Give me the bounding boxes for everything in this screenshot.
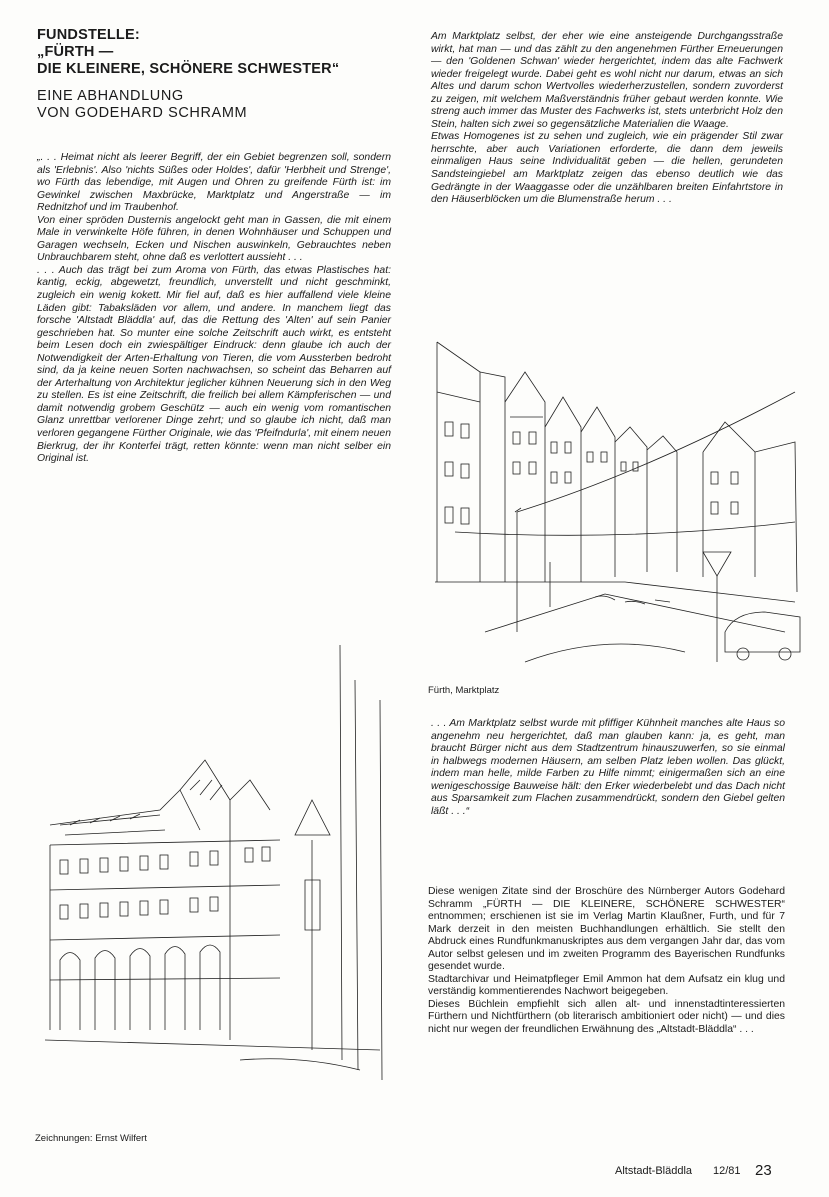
paragraph: . . . Am Marktplatz selbst wurde mit pfiffiger Kühnheit manches alte Haus so angenehm neu hergerichtet, daß man glauben kann: ja, es geht, man braucht Bürger nicht aus dem Stadtzentrum hinauszuwerfen, so sie einmal in halbwegs modernen Häusern, am selben Platz leben wollen. Das glückt, indem man helle, milde Farben zu Hilfe nimmt; einigermaßen sich an eine wenigeschossige Bauweise hält: den Erker wiederbelebt und das Dach nicht aus Sparsamkeit zum Flachen zusammendrückt, sondern den Giebel gelten läßt . . .“ [431,718,785,817]
subtitle-line: VON GODEHARD SCHRAMM [37,105,248,121]
paragraph: Etwas Homogenes ist zu sehen und zugleich, wie ein prägender Stil zwar herrschte, aber auch Variationen erforderte, die dann dem jeweils einmaligen Haus seine Individualität geben — die hellen, gerundeten Sandsteingiebel am Marktplatz zeigen das ebenso deutlich wie das Gedrängte in der Waaggasse oder die unzählbaren breiten Einfahrtstore in den Häuserblöcken um die Blumenstraße herum . . . [431,131,783,206]
paragraph: . . . Auch das trägt bei zum Aroma von Fürth, das etwas Plastisches hat: kantig, eckig, abgewetzt, freundlich, unverstellt und nicht geschminkt, zugleich ein wenig kokett. Mir fiel auf, daß es hier auffallend viele kleine Läden gibt: Tabaksläden vor allem, und andere. In manchem liegt das forsche 'Altstadt Bläddla' auf, das die Rettung des 'Alten' auf sein Panier geschrieben hat. So munter eine solche Zeitschrift auch wirkt, es entsteht beim Lesen doch ein zwiespältiger Eindruck: denn glaube ich auch der Notwendigkeit der Arten-Erhaltung von Tieren, die vom Aussterben bedroht sind, da ja keine neuen Sorten nachwachsen, so scheint das Beharren auf der Arterhaltung von Architektur jeglicher kühnen Neuerung sich in den Weg zu stellen. Es ist eine Zeitschrift, die freilich bei allem Kämpferischen — und damit notwendig grobem Geschütz — auch ein wenig vom romantischen Glanz unrettbar verlorener Dinge zehrt; und so glaube ich nicht, daß man verloren gegangene Fürther Originale, wie das 'Pfeifndurla', mit einem neuen Bierkrug, der ihr Konterfei trägt, retten könnte: wenn man nicht selber ein Original ist. [37,264,391,465]
paragraph: Diese wenigen Zitate sind der Broschüre des Nürnberger Autors Godehard Schramm „FÜRTH — DIE KLEINERE, SCHÖNERE SCHWESTER“ entnommen; erschienen ist sie im Verlag Martin Klaußner, Furth, und für 7 Mark derzeit in den meisten Buchhandlungen erhältlich. Sie stellt den Abdruck eines Rundfunkmanuskriptes aus dem vergangen Jahr dar, das vom Autor selbst gelesen und im zweiten Programm des Bayerischen Rundfunks gesendet wurde. [428,886,785,973]
right-column-quote [431,718,785,818]
title-line: „FÜRTH — [37,44,114,60]
footer-issue: 12/81 [713,1165,741,1177]
paragraph: Von einer spröden Dusternis angelockt geht man in Gassen, die mit einem Male in verwinkelte Höfe führen, in denen Wohnhäuser und Schuppen und Garagen wechseln, Ecken und Nischen auswinkeln, Gebrauchtes neben Unbrauchbarem steht, ohne daß es verlottert aussieht . . . [37,214,391,264]
marktplatz-drawing [425,332,805,682]
title-line: DIE KLEINERE, SCHÖNERE SCHWESTER“ [37,61,340,77]
article-subtitle [37,88,377,122]
right-column-text-top [431,31,783,207]
title-line: FUNDSTELLE: [37,27,140,43]
street-drawing [40,640,395,1100]
subtitle-line: EINE ABHANDLUNG [37,88,184,104]
drawing-credit: Zeichnungen: Ernst Wilfert [35,1133,147,1144]
drawing-caption-marktplatz: Fürth, Marktplatz [428,685,500,696]
left-column-text [37,152,391,466]
right-column-text-bottom [428,886,785,1037]
article-title [37,27,377,78]
paragraph: „. . . Heimat nicht als leerer Begriff, der ein Gebiet begrenzen soll, sondern als 'Erlebnis'. Also 'nichts Süßes oder Holdes', dafür 'Herbheit und Strenge', wo Fürth das lebendige, mit Augen und Ohren zu greifende Fürth ist: im Gewinkel zwischen Maxbrücke, Marktplatz und Angerstraße — im Rednitzhof und im Traubenhof. [37,152,391,214]
paragraph: Am Marktplatz selbst, der eher wie eine ansteigende Durchgangsstraße wirkt, hat man — und das zählt zu den angenehmen Fürther Erneuerungen — den 'Goldenen Schwan' wieder hergerichtet, indem das alte Fachwerk wieder freigelegt wurde. Dabei geht es wohl nicht nur darum, etwas an sich Altes und darum schon Wertvolles wiederherzustellen, sondern zuvorderst zu zeigen, mit welchem Maßverständnis früher gebaut werden konnte. Wie streng auch immer das Muster des Fachwerks ist, stets unterbricht Holz den Stein, halten sich zwei so gegensätzliche Materialien die Waage. [431,31,783,130]
page-number: 23 [755,1162,772,1179]
paragraph: Dieses Büchlein empfiehlt sich allen alt- und innenstadtinteressierten Fürthern und Nichtfürthern (ob literarisch ambitioniert oder nicht) — und dies nicht nur wegen der freundlichen Erwähnung des „Altstadt-Bläddla“ . . . [428,998,785,1036]
footer-publication: Altstadt-Bläddla [615,1165,693,1177]
paragraph: Stadtarchivar und Heimatpfleger Emil Ammon hat dem Aufsatz ein klug und verständig kommentierendes Nachwort beigegeben. [428,973,785,998]
